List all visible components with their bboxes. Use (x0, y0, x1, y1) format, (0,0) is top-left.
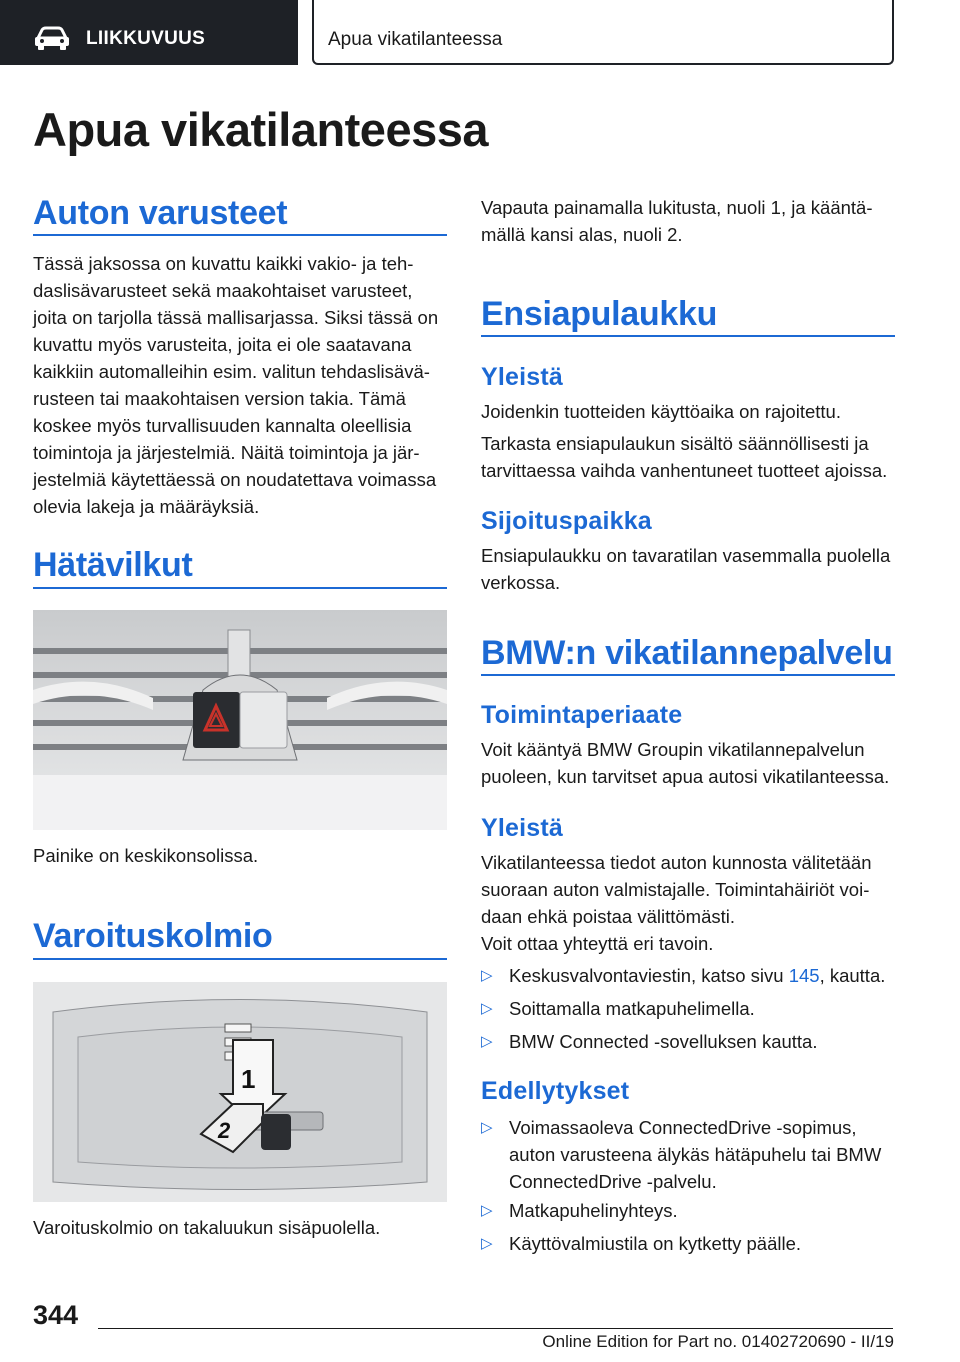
list-item (481, 962, 901, 989)
page-number: 344 (33, 1300, 79, 1330)
list-item-text: BMW Connected -sovelluksen kautta. (509, 1031, 818, 1052)
section-header (0, 0, 298, 65)
triangle-bullet-icon: ▷ (481, 1235, 493, 1252)
list-item (481, 1114, 901, 1195)
section-label: LIIKKUVUUS (86, 28, 206, 49)
heading-rule (33, 587, 447, 589)
list-item (481, 1230, 901, 1257)
text-line: koskee myös turvallisuuden kannalta oleellisia (33, 415, 412, 436)
text-line: kaikkiin automalleihin esim. valitun tehdaslisävä- (33, 361, 430, 382)
text-line: Tarkasta ensiapulaukun sisältö säännöllisesti ja (481, 433, 869, 454)
list-item-text: Keskusvalvontaviestin, katso sivu 145, kautta. (509, 965, 886, 986)
triangle-bullet-icon: ▷ (481, 967, 493, 984)
paragraph-toimintaperiaate (481, 736, 901, 790)
arrow-2-label: 2 (218, 1118, 231, 1143)
subheading-toimintaperiaate: Toimintaperiaate (481, 701, 683, 729)
list-item-text: Matkapuhelinyhteys. (509, 1200, 678, 1221)
text-line: Tässä jaksossa on kuvattu kaikki vakio- ja teh- (33, 253, 414, 274)
page-title: Apua vikatilanteessa (33, 103, 488, 156)
subheading-yleista: Yleistä (481, 363, 564, 391)
heading-hatavilkut: Hätävilkut (33, 546, 193, 584)
text-line: jestelmiä käytettäessä on noudatettava voimassa (33, 469, 437, 490)
text-line: rusteen tai maakohtaisen version takia. Tämä (33, 388, 406, 409)
text-line: kuvattu myös varusteita, joita ei ole saatavana (33, 334, 412, 355)
subheading-yleista-2: Yleistä (481, 814, 564, 842)
caption-hatavilkut: Painike on keskikonsolissa. (33, 845, 259, 866)
warning-triangle-compartment-image (33, 982, 447, 1202)
paragraph-auton-varusteet (33, 250, 453, 520)
triangle-bullet-icon: ▷ (481, 1202, 493, 1219)
list-item (481, 995, 901, 1022)
list-item-text: Soittamalla matkapuhelimella. (509, 998, 755, 1019)
text-line: daslisävarusteet sekä maakohtaiset varusteet, (33, 280, 413, 301)
car-icon (34, 26, 70, 50)
text-line: puoleen, kun tarvitset apua autosi vikatilanteessa. (481, 766, 890, 787)
paragraph-yhteydenotto: Voit ottaa yhteyttä eri tavoin. (481, 933, 714, 954)
heading-rule (481, 674, 895, 676)
subheading-edellytykset: Edellytykset (481, 1077, 630, 1105)
text-line: Vikatilanteessa tiedot auton kunnosta välitetään (481, 852, 872, 873)
text-line: Ensiapulaukku on tavaratilan vasemmalla puolella (481, 545, 891, 566)
paragraph-vikatilanne-yleista (481, 849, 901, 930)
text-line: Vapauta painamalla lukitusta, nuoli 1, ja kääntä- (481, 197, 873, 218)
triangle-bullet-icon: ▷ (481, 1033, 493, 1050)
text-line: Voit kääntyä BMW Groupin vikatilannepalvelun (481, 739, 865, 760)
footer-rule (98, 1328, 893, 1329)
heading-ensiapulaukku: Ensiapulaukku (481, 295, 718, 333)
heading-rule (481, 335, 895, 337)
list-item (481, 1028, 901, 1055)
edition-note: Online Edition for Part no. 01402720690 - II/19 (542, 1332, 894, 1351)
heading-varoituskolmio: Varoituskolmio (33, 917, 273, 955)
text-line: daan ehkä poistaa välittömästi. (481, 906, 736, 927)
text-line: verkossa. (481, 572, 561, 593)
chapter-tab (312, 0, 894, 65)
heading-rule (33, 234, 447, 236)
text-line: toimintoja ja järjestelmiä. Näitä toimintoja ja jär- (33, 442, 420, 463)
heading-vikatilannepalvelu: BMW:n vikatilannepalvelu (481, 634, 893, 672)
caption-varoituskolmio: Varoituskolmio on takaluukun sisäpuolella. (33, 1217, 381, 1238)
heading-rule (33, 958, 447, 960)
arrow-1-label: 1 (241, 1064, 256, 1094)
text-line: mällä kansi alas, nuoli 2. (481, 224, 683, 245)
text-line: joita on tarjolla tässä mallisarjassa. Siksi tässä on (33, 307, 439, 328)
paragraph-ensiapulaukku-yleista (481, 398, 901, 425)
heading-auton-varusteet: Auton varusteet (33, 194, 288, 232)
paragraph-warning-triangle-release (481, 194, 901, 248)
text-line: Joidenkin tuotteiden käyttöaika on rajoitettu. (481, 401, 841, 422)
paragraph-sijoituspaikka (481, 542, 901, 596)
paragraph-ensiapulaukku-tarkasta (481, 430, 901, 484)
list-item (481, 1197, 901, 1224)
text-line: tarvittaessa vaihda vanhentuneet tuotteet ajoissa. (481, 460, 888, 481)
text-line: olevia lakeja ja määräyksiä. (33, 496, 260, 517)
triangle-bullet-icon: ▷ (481, 1119, 493, 1136)
list-item-text: Käyttövalmiustila on kytketty päälle. (509, 1233, 802, 1254)
triangle-bullet-icon: ▷ (481, 1000, 493, 1017)
chapter-tab-label: Apua vikatilanteessa (328, 29, 503, 50)
list-item-text: Voimassaoleva ConnectedDrive -sopimus, auton varusteena älykäs hätäpuhelu tai BMW ConnectedDrive -palvelu. (509, 1117, 882, 1192)
hazard-button-image (33, 610, 447, 830)
page-link-145[interactable]: 145 (788, 965, 820, 986)
subheading-sijoituspaikka: Sijoituspaikka (481, 507, 652, 535)
text-line: suoraan auton valmistajalle. Toimintahäiriöt voi- (481, 879, 870, 900)
